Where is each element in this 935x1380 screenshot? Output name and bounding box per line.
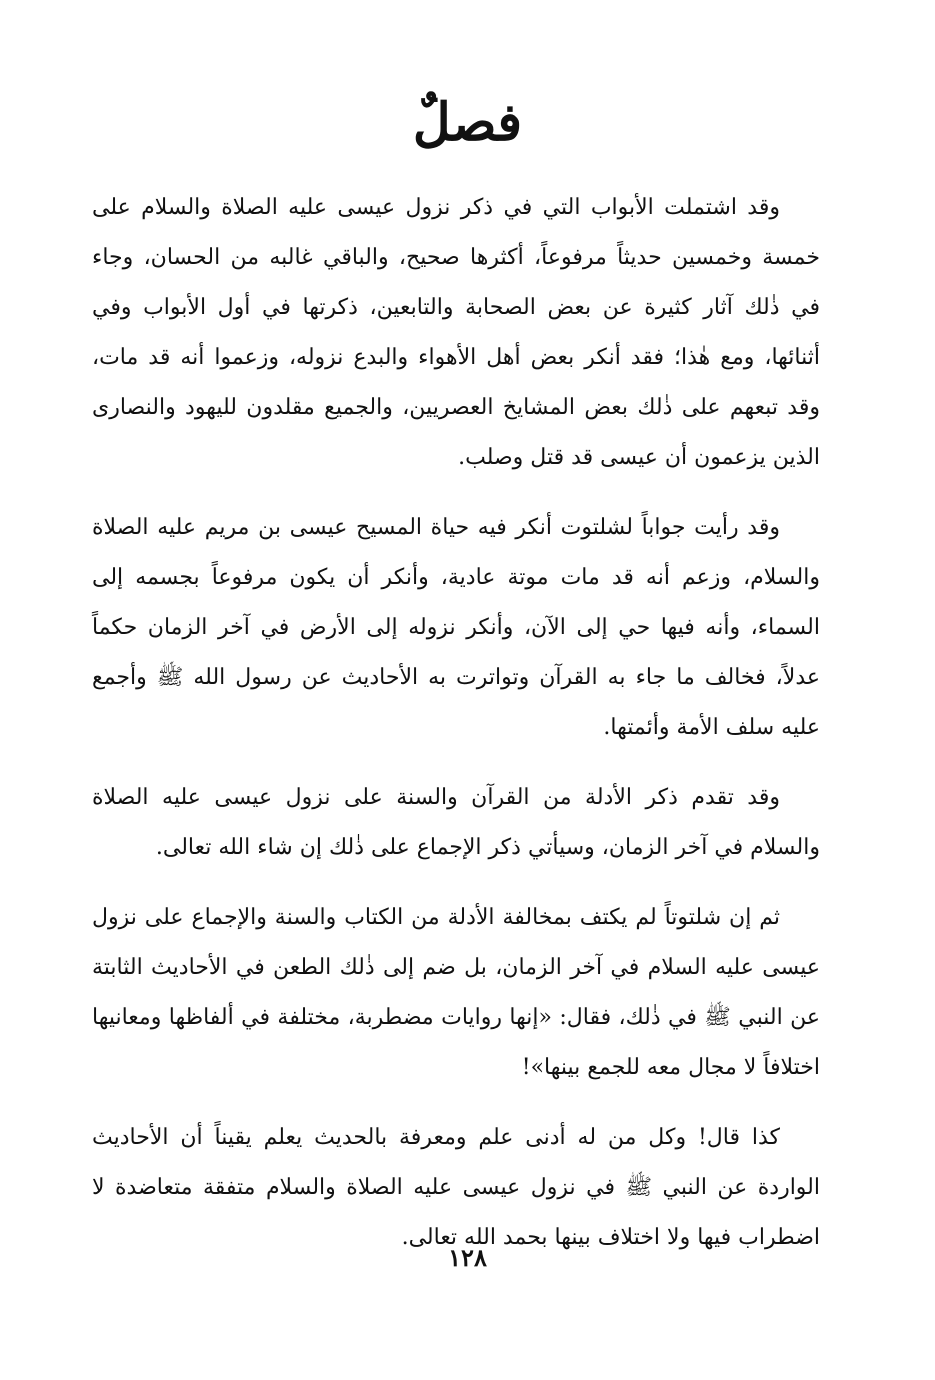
paragraph-5: كذا قال! وكل من له أدنى علم ومعرفة بالحديث يعلم يقيناً أن الأحاديث الواردة عن النبي ﷺ في نزول عيسى عليه الصلاة والسلام متفقة متعاضدة لا اضطراب فيها ولا اختلاف بينها بحمد الله تعالى. bbox=[92, 1125, 820, 1250]
body-text bbox=[92, 183, 820, 1263]
paragraph-2: وقد رأيت جواباً لشلتوت أنكر فيه حياة المسيح عيسى بن مريم عليه الصلاة والسلام، وزعم أنه قد مات موتة عادية، وأنكر أن يكون مرفوعاً بجسمه إلى السماء، وأنه فيها حي إلى الآن، وأنكر نزوله إلى الأرض في آخر الزمان حكماً عدلاً، فخالف ما جاء به القرآن وتواترت به الأحاديث عن رسول الله ﷺ وأجمع عليه سلف الأمة وأئمتها. bbox=[92, 515, 820, 740]
paragraph-1: وقد اشتملت الأبواب التي في ذكر نزول عيسى عليه الصلاة والسلام على خمسة وخمسين حديثاً مرفوعاً، أكثرها صحيح، والباقي غالبه من الحسان، وجاء في ذٰلك آثار كثيرة عن بعض الصحابة والتابعين، ذكرتها في أول الأبواب وفي أثنائها، ومع هٰذا؛ فقد أنكر بعض أهل الأهواء والبدع نزوله، وزعموا أنه قد مات، وقد تبعهم على ذٰلك بعض المشايخ العصريين، والجميع مقلدون لليهود والنصارى الذين يزعمون أن عيسى قد قتل وصلب. bbox=[92, 195, 820, 470]
chapter-title: فصلٌ bbox=[412, 92, 523, 153]
paragraph-4: ثم إن شلتوتاً لم يكتف بمخالفة الأدلة من الكتاب والسنة والإجماع على نزول عيسى عليه السلام في آخر الزمان، بل ضم إلى ذٰلك الطعن في الأحاديث الثابتة عن النبي ﷺ في ذٰلك، فقال: «إنها روايات مضطربة، مختلفة في ألفاظها ومعانيها اختلافاً لا مجال معه للجمع بينها»! bbox=[92, 905, 820, 1080]
page-number: ١٢٨ bbox=[448, 1243, 487, 1272]
paragraph-3: وقد تقدم ذكر الأدلة من القرآن والسنة على نزول عيسى عليه الصلاة والسلام في آخر الزمان، وسيأتي ذكر الإجماع على ذٰلك إن شاء الله تعالى. bbox=[92, 785, 820, 860]
